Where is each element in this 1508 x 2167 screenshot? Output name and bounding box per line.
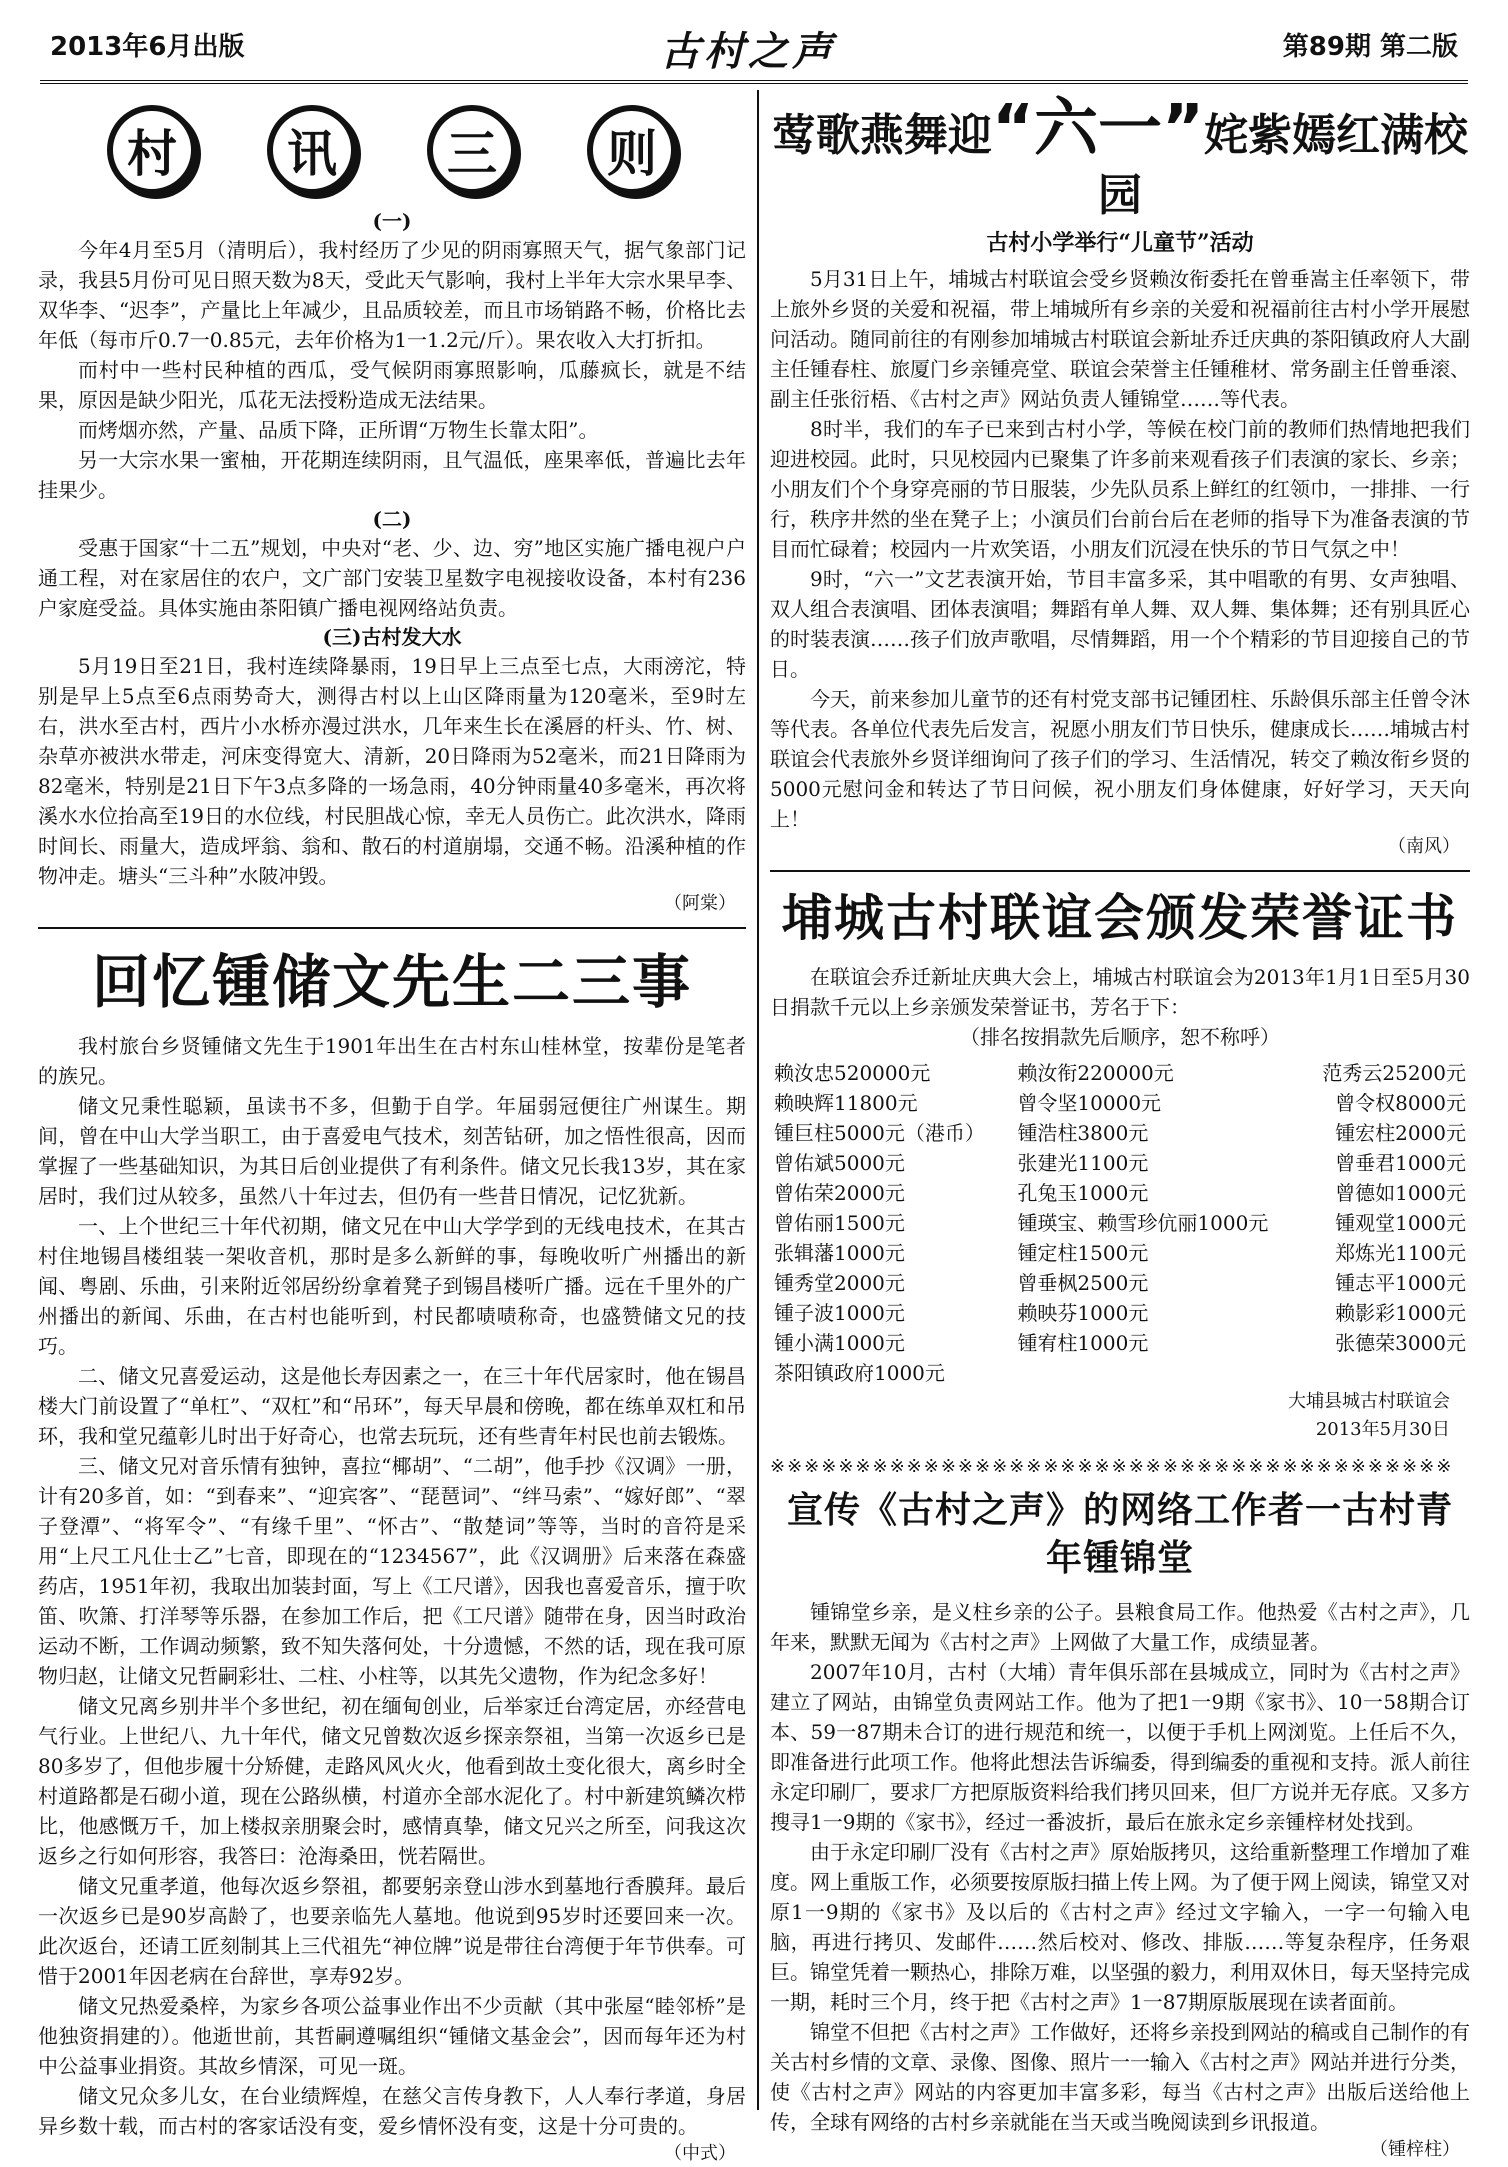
donor-cell: 赖汝忠520000元 <box>774 1061 931 1085</box>
paragraph: 储文兄秉性聪颖，虽读书不多，但勤于自学。年届弱冠便往广州谋生。期间，曾在中山大学当职工，由于喜爱电气技术，刻苦钻研，加之悟性很高，因而掌握了一些基础知识，为其日后创业提供了有利条件。储文兄长我13岁，其在家居时，我们过从较多，虽然八十年过去，但仍有一些昔日情况，记忆犹新。 <box>38 1094 746 1208</box>
donor-cell: 曾德如1000元 <box>1335 1181 1466 1205</box>
donor-cell: 曾佑斌5000元 <box>774 1151 905 1175</box>
donor-row <box>770 1178 1470 1208</box>
section-heading: (一) <box>372 209 412 233</box>
author-signature: （南风） <box>1388 836 1460 857</box>
donor-row <box>770 1058 1470 1088</box>
donor-cell: 曾令权8000元 <box>1335 1091 1466 1115</box>
title-part: 莺歌燕舞迎 <box>771 110 992 161</box>
donor-cell: 锺观堂1000元 <box>1335 1211 1466 1235</box>
paragraph: 2007年10月，古村（大埔）青年俱乐部在县城成立，同时为《古村之声》建立了网站，由锦堂负责网站工作。他为了把1一9期《家书》、10一58期合订本、59一87期未合订的进行规范和统一，以便于手机上网浏览。上任后不久，即准备进行此项工作。他将此想法告诉编委，得到编委的重视和支持。派人前往永定印刷厂，要求厂方把原版资料给我们拷贝回来，但厂方说并无存底。又多方搜寻1一9期的《家书》，经过一番波折，最后在旅永定乡亲锺梓材处找到。 <box>770 1660 1470 1834</box>
village-news-article <box>38 105 746 917</box>
author-signature: （阿棠） <box>664 893 736 914</box>
paragraph: 储文兄热爱桑梓，为家乡各项公益事业作出不少贡献（其中张屋“睦邻桥”是他独资捐建的）。他逝世前，其哲嗣遵嘱组织“锺储文基金会”，因而每年还为村中公益事业捐资。其故乡情深，可见一斑。 <box>38 1994 746 2078</box>
section-rule <box>770 870 1470 872</box>
title-char: 三 <box>427 105 517 195</box>
donor-row <box>770 1118 1470 1148</box>
paragraph: 5月19日至21日，我村连续降暴雨，19日早上三点至七点，大雨滂沱，特别是早上5点至6点雨势奇大，测得古村以上山区降雨量为120毫米，至9时左右，洪水至古村，西片小水桥亦漫过洪水，几年来生长在溪唇的杆头、竹、树、杂草亦被洪水带走，河床变得宽大、清新，20日降雨为52毫米，而21日降雨为82毫米，特别是21日下午3点多降的一场急雨，40分钟雨量40多毫米，再次将溪水水位抬高至19日的水位线，村民胆战心惊，幸无人员伤亡。此次洪水，降雨时间长、雨量大，造成坪翁、翁和、散石的村道崩塌，交通不畅。沿溪种植的作物冲走。塘头“三斗种”水陂冲毁。 <box>38 654 746 888</box>
section-rule <box>38 927 746 929</box>
paragraph: 锦堂不但把《古村之声》工作做好，还将乡亲投到网站的稿或自己制作的有关古村乡情的文章、录像、图像、照片一一输入《古村之声》网站并进行分类，使《古村之声》网站的内容更加丰富多彩，每当《古村之声》出版后送给他上传，全球有网络的古村乡亲就能在当天或当晚阅读到乡讯报道。 <box>770 2020 1470 2134</box>
paragraph: 5月31日上午，埔城古村联谊会受乡贤赖汝衔委托在曾垂嵩主任率领下，带上旅外乡贤的关爱和祝福，带上埔城所有乡亲的关爱和祝福前往古村小学开展慰问活动。随同前往的有刚参加埔城古村联谊会新址乔迁庆典的茶阳镇政府人大副主任锺春柱、旅厦门乡亲锺亮堂、联谊会荣誉主任锺稚材、常务副主任曾垂滚、副主任张衍梧、《古村之声》网站负责人锺锦堂……等代表。 <box>770 267 1470 411</box>
donor-cell: 茶阳镇政府1000元 <box>774 1361 945 1385</box>
donor-cell <box>1013 1358 1301 1388</box>
paragraph: 三、储文兄对音乐情有独钟，喜拉“椰胡”、“二胡”，他手抄《汉调》一册，计有20多首，如：“到春来”、“迎宾客”、“琵琶词”、“绊马索”、“嫁好郎”、“翠子登潭”、“将军令”、“有缘千里”、“怀古”、“散楚词”等等，当时的音符是采用“上尺工凡仩士乙”七音，即现在的“1234567”，此《汉调册》后来落在森盛药店，1951年初，我取出加装封面，写上《工尺谱》，因我也喜爱音乐，擅于吹笛、吹箫、打洋琴等乐器，在参加工作后，把《工尺谱》随带在身，因当时政治运动不断，工作调动频繁，致不知失落何处，十分遗憾，不然的话，现在我可原物归赵，让储文兄哲嗣彩壮、二柱、小柱等，以其先父遗物，作为纪念多好！ <box>38 1454 746 1688</box>
author-signature: （锺梓柱） <box>1370 2139 1460 2160</box>
section-heading: (二) <box>372 507 412 531</box>
paragraph: 储文兄重孝道，他每次返乡祭祖，都要躬亲登山涉水到墓地行香膜拜。最后一次返乡已是90岁高龄了，也要亲临先人墓地。他说到95岁时还要回来一次。此次返台，还请工匠刻制其上三代祖先“神位牌”说是带往台湾便于年节供奉。可惜于2001年因老病在台辞世，享寿92岁。 <box>38 1874 746 1988</box>
paragraph: 受惠于国家“十二五”规划，中央对“老、少、边、穷”地区实施广播电视户户通工程，对在家居住的农户，文广部门安装卫星数字电视接收设备，本村有236户家庭受益。具体实施由茶阳镇广播电视网络站负责。 <box>38 536 746 620</box>
donor-cell: 锺瑛宝、赖雪珍伉丽1000元 <box>1017 1211 1269 1235</box>
donor-cell: 张德荣3000元 <box>1335 1331 1466 1355</box>
donor-cell: 赖影彩1000元 <box>1335 1301 1466 1325</box>
author-signature: （中式） <box>664 2143 736 2164</box>
donor-cell: 赖映辉11800元 <box>774 1091 918 1115</box>
issue-number: 第89期 第二版 <box>1282 32 1458 62</box>
title-char: 村 <box>107 105 197 195</box>
publish-date: 2013年6月出版 <box>50 32 245 62</box>
paragraph: 9时，“六一”文艺表演开始，节目丰富多采，其中唱歌的有男、女声独唱、双人组合表演唱、团体表演唱；舞蹈有单人舞、双人舞、集体舞；还有别具匠心的时装表演……孩子们放声歌唱，尽情舞蹈，用一个个精彩的节目迎接自己的节日。 <box>770 567 1470 681</box>
donor-cell: 范秀云25200元 <box>1322 1061 1466 1085</box>
paragraph: 在联谊会乔迁新址庆典大会上，埔城古村联谊会为2013年1月1日至5月30日捐款千元以上乡亲颁发荣誉证书，芳名于下： <box>770 965 1470 1019</box>
paragraph: 而烤烟亦然，产量、品质下降，正所谓“万物生长靠太阳”。 <box>78 418 599 442</box>
honor-title: 埔城古村联谊会颁发荣誉证书 <box>782 889 1458 947</box>
donor-row <box>770 1268 1470 1298</box>
page-header <box>40 20 1468 84</box>
donor-row <box>770 1088 1470 1118</box>
donor-cell <box>1301 1358 1470 1388</box>
honor-signer: 大埔县城古村联谊会 <box>1288 1391 1450 1412</box>
donor-row <box>770 1208 1470 1238</box>
donor-row <box>770 1238 1470 1268</box>
paragraph: 8时半，我们的车子已来到古村小学，等候在校门前的教师们热情地把我们迎进校园。此时，只见校园内已聚集了许多前来观看孩子们表演的家长、乡亲；小朋友们个个身穿亮丽的节日服装，少先队员系上鲜红的红领巾，一排排、一行行，秩序井然的坐在凳子上；小演员们台前台后在老师的指导下为准备表演的节目而忙碌着；校园内一片欢笑语，小朋友们沉浸在快乐的节日气氛之中！ <box>770 417 1470 561</box>
paragraph: 我村旅台乡贤锺储文先生于1901年出生在古村东山桂林堂，按辈份是笔者的族兄。 <box>38 1034 746 1088</box>
donor-cell: 锺宏柱2000元 <box>1335 1121 1466 1145</box>
donor-cell: 锺小满1000元 <box>774 1331 905 1355</box>
paragraph: 储文兄离乡别井半个多世纪，初在缅甸创业，后举家迁台湾定居，亦经营电气行业。上世纪八、九十年代，储文兄曾数次返乡探亲祭祖，当第一次返乡已是80多岁了，但他步履十分矫健，走路风风火火，他看到故土变化很大，离乡时全村道路都是石砌小道，现在公路纵横，村道亦全部水泥化了。村中新建筑鳞次栉比，他感慨万千，加上楼叔亲朋聚会时，感情真挚，储文兄兴之所至，问我这次返乡之行如何形容，我答曰：沧海桑田，恍若隔世。 <box>38 1694 746 1868</box>
web-worker-title: 宣传《古村之声》的网络工作者一古村青年锺锦堂 <box>786 1490 1453 1579</box>
honor-date: 2013年5月30日 <box>1315 1419 1450 1440</box>
donor-row <box>770 1358 1470 1388</box>
paragraph: 今天，前来参加儿童节的还有村党支部书记锺团柱、乐龄俱乐部主任曾令沐等代表。各单位代表先后发言，祝愿小朋友们节日快乐，健康成长……埔城古村联谊会代表旅外乡贤详细询问了孩子们的学习、生活情况，转交了赖汝衔乡贤的5000元慰问金和转达了节日问候，祝小朋友们身体健康，好好学习，天天向上！ <box>770 687 1470 831</box>
donor-cell: 曾垂枫2500元 <box>1017 1271 1149 1295</box>
village-news-title <box>38 105 746 195</box>
donor-table <box>770 1058 1470 1388</box>
donor-cell: 锺志平1000元 <box>1335 1271 1466 1295</box>
paragraph: 由于永定印刷厂没有《古村之声》原始版拷贝，这给重新整理工作增加了难度。网上重版工作，必须要按原版扫描上传上网。为了便于网上阅读，锦堂又对原1一9期的《家书》及以后的《古村之声》经过文字输入，一字一句输入电脑，再进行拷贝、发邮件……然后校对、修改、排版……等复杂程序，任务艰巨。锦堂凭着一颗热心，排除万难，以坚强的毅力，利用双休日，每天坚持完成一期，耗时三个月，终于把《古村之声》1一87期原版展现在读者面前。 <box>770 1840 1470 2014</box>
donor-cell: 锺子波1000元 <box>774 1301 905 1325</box>
paragraph: 今年4月至5月（清明后），我村经历了少见的阴雨寡照天气，据气象部门记录，我县5月份可见日照天数为8天，受此天气影响，我村上半年大宗水果早李、双华李、“迟李”，产量比上年减少，且品质较差，而且市场销路不畅，价格比去年低（每市斤0.7一0.85元，去年价格为1一1.2元/斤）。果农收入大打折扣。 <box>38 238 746 352</box>
children-day-subtitle: 古村小学举行“儿童节”活动 <box>986 230 1254 256</box>
donor-cell: 锺巨柱5000元（港币） <box>774 1121 985 1145</box>
donor-row <box>770 1298 1470 1328</box>
donor-row <box>770 1328 1470 1358</box>
paragraph: 一、上个世纪三十年代初期，储文兄在中山大学学到的无线电技术，在其古村住地锡昌楼组装一架收音机，那时是多么新鲜的事，每晚收听广州播出的新闻、粤剧、乐曲，引来附近邻居纷纷拿着凳子到锡昌楼听广播。远在千里外的广州播出的新闻、乐曲，在古村也能听到，村民都啧啧称奇，也盛赞储文兄的技巧。 <box>38 1214 746 1358</box>
paper-name: 古村之声 <box>660 28 836 75</box>
donor-cell: 张辑藩1000元 <box>774 1241 905 1265</box>
donor-cell: 锺秀堂2000元 <box>774 1271 905 1295</box>
paragraph: 锺锦堂乡亲，是义柱乡亲的公子。县粮食局工作。他热爱《古村之声》，几年来，默默无闻为《古村之声》上网做了大量工作，成绩显著。 <box>770 1600 1470 1654</box>
donor-cell: 赖汝衔220000元 <box>1017 1061 1174 1085</box>
donor-cell: 曾佑丽1500元 <box>774 1211 905 1235</box>
ranking-note: （排名按捐款先后顺序，恕不称呼） <box>960 1025 1280 1049</box>
donor-row <box>770 1148 1470 1178</box>
donor-cell: 张建光1100元 <box>1017 1151 1149 1175</box>
title-char: 则 <box>587 105 677 195</box>
honor-article <box>770 886 1470 1444</box>
right-column <box>770 92 1470 2163</box>
donor-cell: 曾垂君1000元 <box>1335 1151 1466 1175</box>
children-day-article <box>770 92 1470 860</box>
paragraph: 二、储文兄喜爱运动，这是他长寿因素之一，在三十年代居家时，他在锡昌楼大门前设置了“单杠”、“双杠”和“吊环”，每天早晨和傍晚，都在练单双杠和吊环，我和堂兄蕴彰儿时出于好奇心，也常去玩玩，还有些青年村民也前去锻炼。 <box>38 1364 746 1448</box>
paragraph: 而村中一些村民种植的西瓜，受气候阴雨寡照影响，瓜藤疯长，就是不结果，原因是缺少阳光，瓜花无法授粉造成无法结果。 <box>38 358 746 412</box>
donor-cell: 锺宥柱1000元 <box>1017 1331 1149 1355</box>
title-part: “六一” <box>991 92 1205 166</box>
web-worker-article <box>770 1487 1470 2163</box>
donor-cell: 赖映芬1000元 <box>1017 1301 1149 1325</box>
donor-cell: 锺定柱1500元 <box>1017 1241 1149 1265</box>
memoir-article <box>38 947 746 2167</box>
memoir-title: 回忆锺储文先生二三事 <box>91 948 692 1016</box>
donor-cell: 曾佑荣2000元 <box>774 1181 905 1205</box>
donor-cell: 郑炼光1100元 <box>1335 1241 1466 1265</box>
left-column <box>38 95 746 2167</box>
donor-cell: 锺浩柱3800元 <box>1017 1121 1149 1145</box>
donor-cell: 孔兔玉1000元 <box>1017 1181 1149 1205</box>
paragraph: 另一大宗水果一蜜柚，开花期连续阴雨，且气温低，座果率低，普遍比去年挂果少。 <box>38 448 746 502</box>
title-part: 姹紫嫣红满校园 <box>1098 110 1469 221</box>
star-separator: ※※※※※※※※※※※※※※※※※※※※※※※※※※※※※※※※※※※※※※※※ <box>770 1456 1454 1477</box>
column-divider <box>757 90 759 2110</box>
paragraph: 储文兄众多儿女，在台业绩辉煌，在慈父言传身教下，人人奉行孝道，身居异乡数十载，而古村的客家话没有变，爱乡情怀没有变，这是十分可贵的。 <box>38 2084 746 2138</box>
title-char: 讯 <box>267 105 357 195</box>
children-day-title <box>770 92 1470 226</box>
donor-cell: 曾令坚10000元 <box>1017 1091 1162 1115</box>
section-heading: (三)古村发大水 <box>322 625 462 649</box>
